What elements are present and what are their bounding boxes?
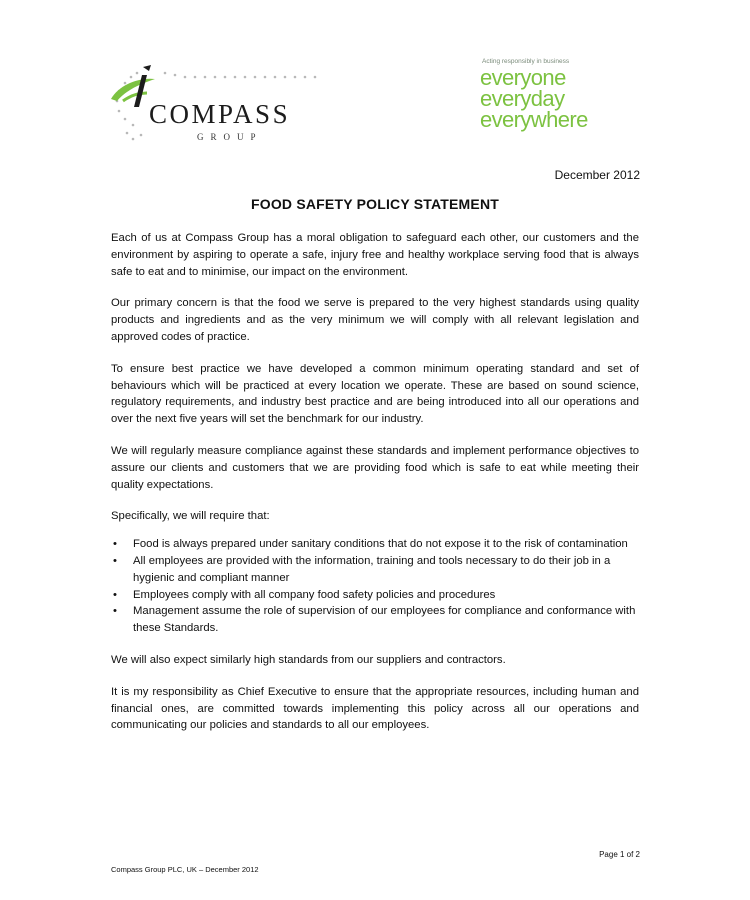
paragraph: Specifically, we will require that: xyxy=(111,510,270,523)
document-title: FOOD SAFETY POLICY STATEMENT xyxy=(250,196,500,212)
list-item-text: Food is always prepared under sanitary conditions that do not expose it to the risk of contamination xyxy=(133,538,628,551)
requirements-list xyxy=(111,536,639,637)
bullet-icon: • xyxy=(113,605,117,618)
compass-group-logo xyxy=(105,55,335,150)
list-item xyxy=(111,587,639,604)
paragraph: To ensure best practice we have developed a common minimum operating standard and set of behaviours which will be practiced at every location we operate. These are based on sound science, regulatory requirements, and industry best practice and are being introduced into all our operations and over the next five years will set the benchmark for our industry. xyxy=(111,362,639,426)
tagline-small: Acting responsibly in business xyxy=(482,58,570,65)
bullet-icon: • xyxy=(113,554,117,567)
tagline-line: everyone xyxy=(480,65,566,90)
document-body xyxy=(111,230,639,749)
document-date: December 2012 xyxy=(554,168,640,182)
tagline-block xyxy=(480,58,650,130)
paragraph: It is my responsibility as Chief Executive to ensure that the appropriate resources, including human and financial ones, are committed towards implementing this policy across all our operations and communicating our policies and standards to all our employees. xyxy=(111,685,639,732)
paragraph: We will regularly measure compliance against these standards and implement performance objectives to assure our clients and customers that we are providing food which is safe to eat while meeting their quality expectations. xyxy=(111,444,639,491)
bullet-icon: • xyxy=(113,538,117,551)
list-item xyxy=(111,603,639,637)
page-number: Page 1 of 2 xyxy=(599,850,640,859)
tagline-line: everywhere xyxy=(480,107,588,132)
logo-subtitle: GROUP xyxy=(197,132,263,142)
list-item xyxy=(111,553,639,587)
footer-text: Compass Group PLC, UK – December 2012 xyxy=(111,865,259,874)
logo-wordmark: COMPASS xyxy=(149,99,291,129)
list-item xyxy=(111,536,639,553)
paragraph: We will also expect similarly high standards from our suppliers and contractors. xyxy=(111,653,506,666)
paragraph: Each of us at Compass Group has a moral obligation to safeguard each other, our customers and the environment by aspiring to operate a safe, injury free and healthy workplace serving food that is always safe to eat and to minimise, our impact on the environment. xyxy=(111,232,639,278)
paragraph: Our primary concern is that the food we serve is prepared to the very highest standards using quality products and ingredients and as the very minimum we will comply with all relevant legislation and approved codes of practice. xyxy=(111,297,639,343)
tagline-line: everyday xyxy=(480,86,565,111)
bullet-icon: • xyxy=(113,588,117,601)
list-item-text: Management assume the role of supervision of our employees for compliance and conformance with these Standards. xyxy=(133,605,636,635)
list-item-text: Employees comply with all company food safety policies and procedures xyxy=(133,588,496,601)
list-item-text: All employees are provided with the information, training and tools necessary to do their job in a hygienic and compliant manner xyxy=(133,554,611,584)
